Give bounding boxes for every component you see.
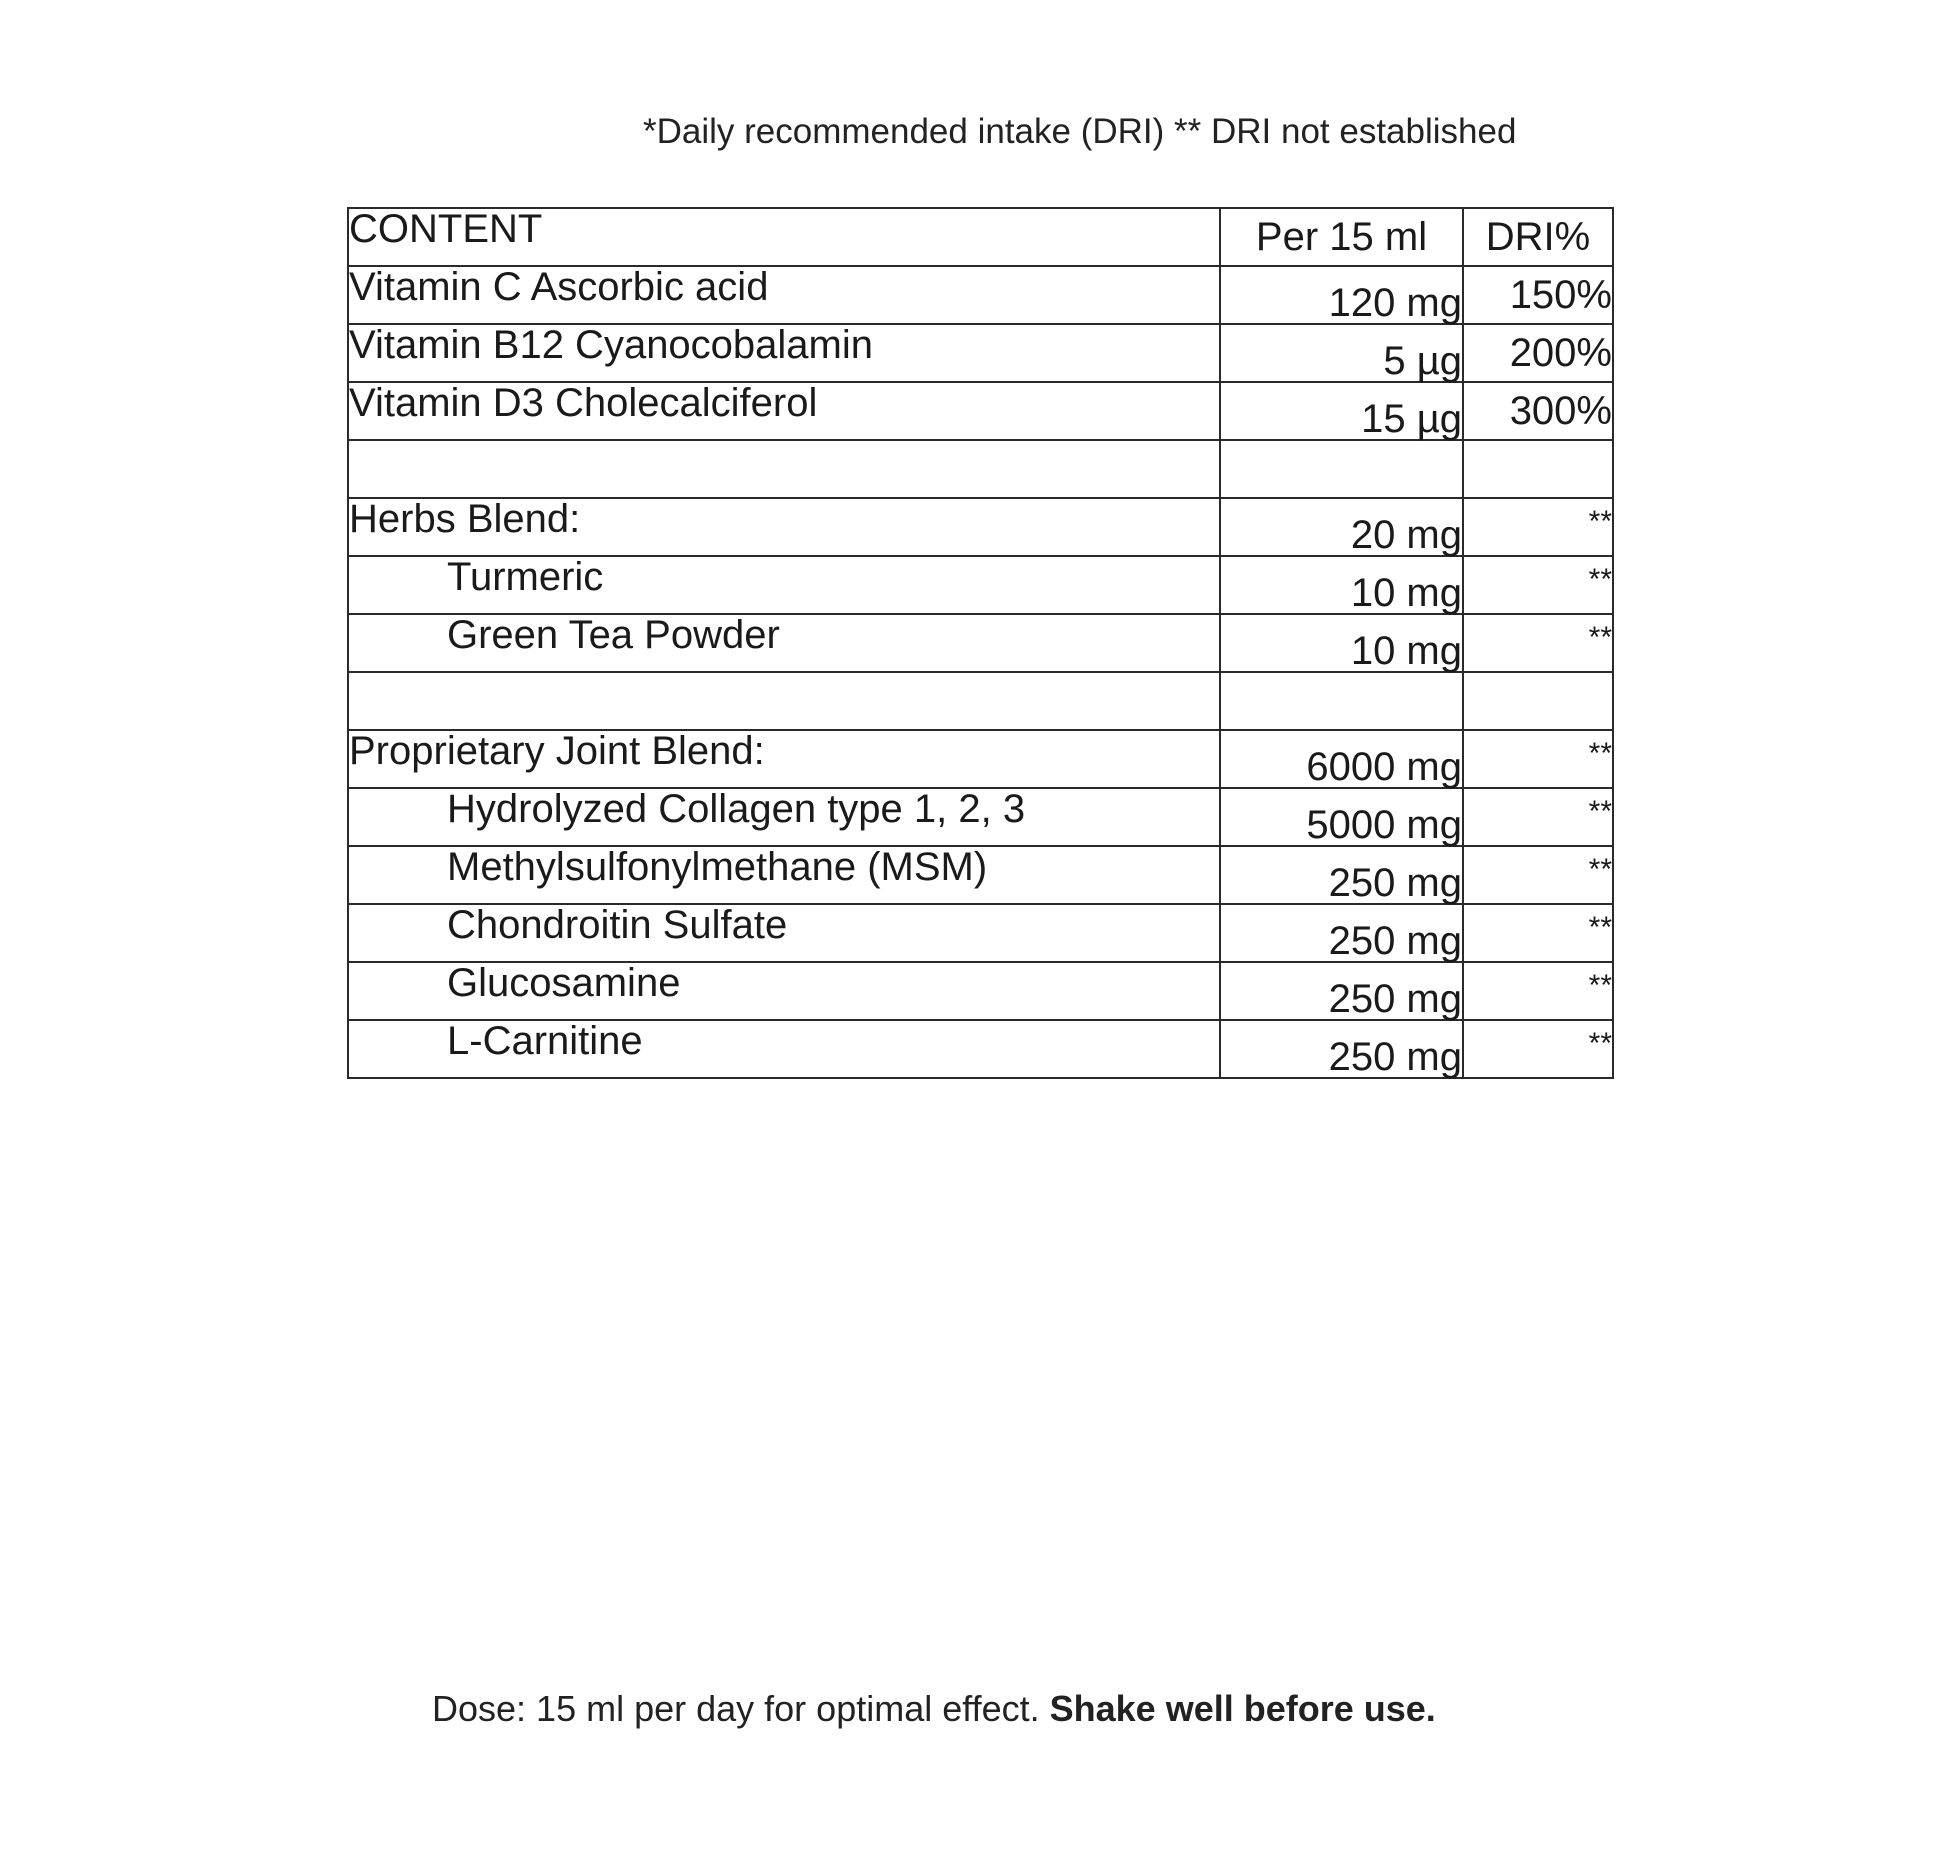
table-row <box>348 382 1613 440</box>
table-row <box>348 556 1613 614</box>
table-header-row <box>348 208 1613 266</box>
ingredient-amount: 10 mg <box>1220 614 1463 672</box>
ingredient-dri: ** <box>1463 904 1613 962</box>
dose-instructions <box>432 1688 1436 1730</box>
ingredient-amount <box>1220 440 1463 498</box>
dose-emphasis: Shake well before use. <box>1049 1688 1436 1729</box>
ingredient-name: Vitamin B12 Cyanocobalamin <box>348 324 1220 382</box>
ingredient-amount: 10 mg <box>1220 556 1463 614</box>
nutrition-table-container <box>347 207 1614 1079</box>
ingredient-amount: 6000 mg <box>1220 730 1463 788</box>
ingredient-name: Hydrolyzed Collagen type 1, 2, 3 <box>348 788 1220 846</box>
dri-footnote: *Daily recommended intake (DRI) ** DRI not established <box>643 112 1517 151</box>
header-dri: DRI% <box>1463 208 1613 266</box>
table-row-spacer <box>348 672 1613 730</box>
table-row <box>348 904 1613 962</box>
ingredient-dri: ** <box>1463 614 1613 672</box>
ingredient-dri: ** <box>1463 556 1613 614</box>
ingredient-name: Herbs Blend: <box>348 498 1220 556</box>
ingredient-name: Vitamin D3 Cholecalciferol <box>348 382 1220 440</box>
ingredient-amount: 120 mg <box>1220 266 1463 324</box>
ingredient-dri <box>1463 440 1613 498</box>
ingredient-name <box>348 440 1220 498</box>
table-row <box>348 730 1613 788</box>
ingredient-name: Green Tea Powder <box>348 614 1220 672</box>
table-row <box>348 788 1613 846</box>
ingredient-dri: ** <box>1463 788 1613 846</box>
dose-text: Dose: 15 ml per day for optimal effect. <box>432 1688 1040 1729</box>
header-amount: Per 15 ml <box>1220 208 1463 266</box>
ingredient-dri: ** <box>1463 498 1613 556</box>
table-row <box>348 962 1613 1020</box>
ingredient-name: L-Carnitine <box>348 1020 1220 1078</box>
ingredient-amount: 250 mg <box>1220 846 1463 904</box>
ingredient-amount: 5000 mg <box>1220 788 1463 846</box>
ingredient-amount: 250 mg <box>1220 1020 1463 1078</box>
ingredient-name: Turmeric <box>348 556 1220 614</box>
table-row <box>348 498 1613 556</box>
ingredient-dri: 300% <box>1463 382 1613 440</box>
ingredient-amount: 250 mg <box>1220 962 1463 1020</box>
ingredient-amount: 5 µg <box>1220 324 1463 382</box>
ingredient-dri: 200% <box>1463 324 1613 382</box>
ingredient-name <box>348 672 1220 730</box>
ingredient-name: Chondroitin Sulfate <box>348 904 1220 962</box>
ingredient-name: Methylsulfonylmethane (MSM) <box>348 846 1220 904</box>
ingredient-amount: 15 µg <box>1220 382 1463 440</box>
table-row <box>348 614 1613 672</box>
ingredient-dri: 150% <box>1463 266 1613 324</box>
ingredient-name: Glucosamine <box>348 962 1220 1020</box>
table-row <box>348 324 1613 382</box>
ingredient-dri <box>1463 672 1613 730</box>
table-row <box>348 266 1613 324</box>
ingredient-dri: ** <box>1463 846 1613 904</box>
ingredient-amount: 250 mg <box>1220 904 1463 962</box>
ingredient-dri: ** <box>1463 962 1613 1020</box>
header-content: CONTENT <box>348 208 1220 266</box>
ingredient-name: Proprietary Joint Blend: <box>348 730 1220 788</box>
ingredient-dri: ** <box>1463 1020 1613 1078</box>
nutrition-table <box>347 207 1614 1079</box>
ingredient-name: Vitamin C Ascorbic acid <box>348 266 1220 324</box>
ingredient-amount <box>1220 672 1463 730</box>
ingredient-dri: ** <box>1463 730 1613 788</box>
table-row <box>348 846 1613 904</box>
table-row-spacer <box>348 440 1613 498</box>
table-row <box>348 1020 1613 1078</box>
ingredient-amount: 20 mg <box>1220 498 1463 556</box>
